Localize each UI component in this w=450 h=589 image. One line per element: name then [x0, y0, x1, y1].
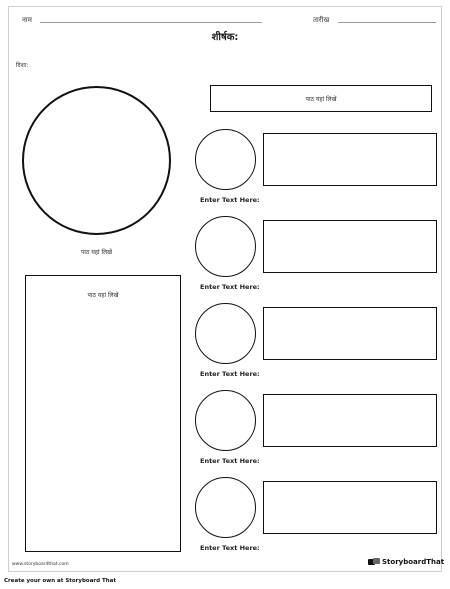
- direction-label: दिशा:: [16, 62, 29, 69]
- date-line: [338, 22, 436, 23]
- top-text-box: [210, 85, 432, 112]
- name-line: [40, 22, 262, 23]
- big-circle-caption: पाठ यहां लिखें: [80, 249, 112, 256]
- row-box-2: [263, 220, 437, 273]
- row-label-1: Enter Text Here:: [200, 196, 260, 204]
- name-label: नाम: [22, 16, 32, 24]
- big-circle: [22, 86, 171, 235]
- row-box-4: [263, 394, 437, 447]
- row-box-1: [263, 133, 437, 186]
- row-label-3: Enter Text Here:: [200, 370, 260, 378]
- row-circle-1: [195, 129, 256, 190]
- top-text-box-label: पाठ यहां लिखें: [305, 95, 337, 103]
- row-box-3: [263, 307, 437, 360]
- row-box-5: [263, 481, 437, 534]
- footer-url[interactable]: www.storyboardthat.com: [12, 562, 69, 567]
- storyboardthat-logo[interactable]: [368, 558, 444, 566]
- brand-name: StoryboardThat: [382, 558, 445, 566]
- row-circle-2: [195, 216, 256, 277]
- date-label: तारीख: [313, 16, 330, 24]
- row-label-4: Enter Text Here:: [200, 457, 260, 465]
- footer-credit[interactable]: Create your own at Storyboard That: [4, 578, 116, 584]
- row-label-5: Enter Text Here:: [200, 544, 260, 552]
- tall-text-box-label: पाठ यहां लिखें: [87, 292, 119, 299]
- row-circle-4: [195, 390, 256, 451]
- tall-text-box: [25, 275, 181, 552]
- row-circle-5: [195, 477, 256, 538]
- row-label-2: Enter Text Here:: [200, 283, 260, 291]
- page-title: शीर्षक:: [211, 32, 239, 43]
- storyboard-icon: [368, 558, 380, 566]
- row-circle-3: [195, 303, 256, 364]
